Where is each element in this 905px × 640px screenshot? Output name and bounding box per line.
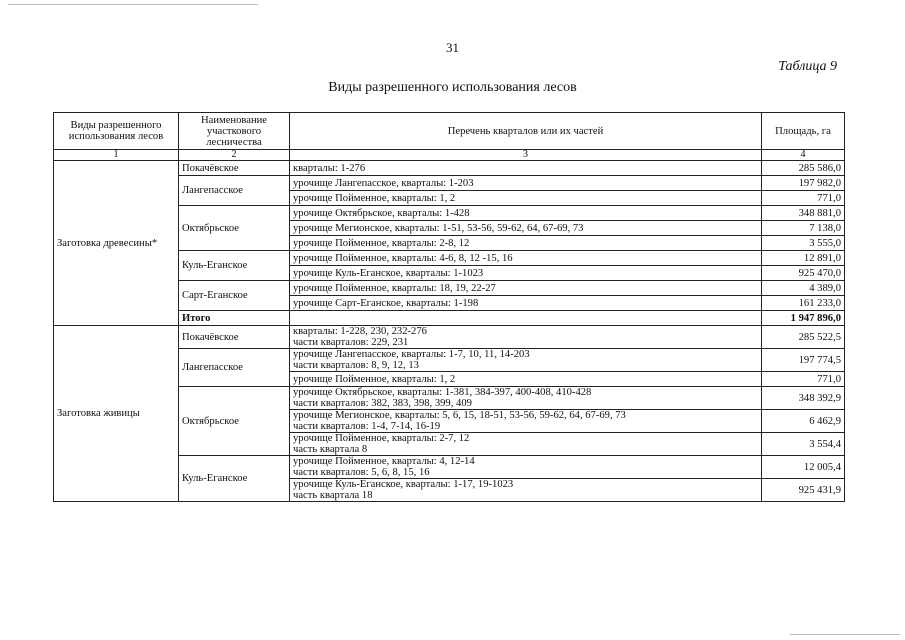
quarters-line: части кварталов: 382, 383, 398, 399, 409 (293, 398, 472, 409)
header-area: Площадь, га (762, 113, 845, 150)
quarters-cell (290, 176, 762, 191)
area-cell: 6 462,9 (762, 410, 845, 433)
quarters-line: урочище Куль-Еганское, кварталы: 1-1023 (293, 267, 484, 279)
quarters-cell (290, 479, 762, 502)
scan-mark-top-left (8, 4, 258, 5)
quarters-cell (290, 236, 762, 251)
quarters-line: урочище Пойменное, кварталы: 18, 19, 22-27 (293, 282, 496, 294)
quarters-line: части кварталов: 8, 9, 12, 13 (293, 360, 419, 371)
quarters-line: урочище Пойменное, кварталы: 4, 12-14 (293, 456, 475, 467)
forestry-cell: Покачёвское (179, 326, 290, 349)
forestry-cell: Сарт-Еганское (179, 281, 290, 311)
forestry-cell: Лангепасское (179, 176, 290, 206)
quarters-line: части кварталов: 5, 6, 8, 15, 16 (293, 467, 430, 478)
table-label: Таблица 9 (778, 59, 837, 74)
area-cell: 7 138,0 (762, 221, 845, 236)
header-forestry: Наименование участкового лесничества (179, 113, 290, 150)
area-cell: 3 554,4 (762, 433, 845, 456)
quarters-cell (290, 349, 762, 372)
total-label: Итого (179, 311, 290, 326)
quarters-cell (290, 372, 762, 387)
header-use-type: Виды разрешенного использования лесов (54, 113, 179, 150)
quarters-cell (290, 206, 762, 221)
column-number-row (54, 150, 845, 161)
header-quarters: Перечень кварталов или их частей (290, 113, 762, 150)
quarters-cell (290, 161, 762, 176)
forestry-cell: Куль-Еганское (179, 456, 290, 502)
quarters-line: урочище Мегионское, кварталы: 5, 6, 15, 18-51, 53-56, 59-62, 64, 67-69, 73 (293, 410, 626, 421)
quarters-cell (290, 221, 762, 236)
table-row (54, 161, 845, 176)
area-cell: 925 431,9 (762, 479, 845, 502)
quarters-cell (290, 266, 762, 281)
area-cell: 285 522,5 (762, 326, 845, 349)
page-number: 31 (446, 40, 459, 55)
quarters-cell (290, 251, 762, 266)
quarters-line: урочище Лангепасское, кварталы: 1-7, 10, 11, 14-203 (293, 349, 530, 360)
quarters-cell (290, 433, 762, 456)
area-cell: 348 392,9 (762, 387, 845, 410)
quarters-cell (290, 191, 762, 206)
total-empty (290, 311, 762, 326)
quarters-line: части кварталов: 1-4, 7-14, 16-19 (293, 421, 441, 432)
quarters-cell (290, 281, 762, 296)
forestry-cell: Лангепасское (179, 349, 290, 387)
table-body (54, 113, 845, 502)
quarters-line: урочище Пойменное, кварталы: 1, 2 (293, 192, 456, 204)
quarters-line: урочище Пойменное, кварталы: 1, 2 (293, 373, 456, 385)
forestry-cell: Октябрьское (179, 206, 290, 251)
use-type-cell: Заготовка живицы (54, 326, 179, 502)
quarters-line: урочище Октябрьское, кварталы: 1-381, 384-397, 400-408, 410-428 (293, 387, 592, 398)
quarters-cell (290, 410, 762, 433)
table-title: Виды разрешенного использования лесов (328, 80, 577, 95)
quarters-cell (290, 296, 762, 311)
use-type-cell: Заготовка древесины* (54, 161, 179, 326)
column-number: 4 (762, 150, 845, 161)
area-cell: 285 586,0 (762, 161, 845, 176)
quarters-line: часть квартала 18 (293, 490, 373, 501)
area-cell: 348 881,0 (762, 206, 845, 221)
column-number: 2 (179, 150, 290, 161)
quarters-cell (290, 456, 762, 479)
area-cell: 925 470,0 (762, 266, 845, 281)
quarters-cell (290, 326, 762, 349)
quarters-line: урочище Пойменное, кварталы: 4-6, 8, 12 -15, 16 (293, 252, 513, 264)
area-cell: 197 774,5 (762, 349, 845, 372)
forest-use-table (53, 112, 845, 502)
area-cell: 4 389,0 (762, 281, 845, 296)
area-cell: 161 233,0 (762, 296, 845, 311)
quarters-line: урочище Пойменное, кварталы: 2-7, 12 (293, 433, 470, 444)
forestry-cell: Куль-Еганское (179, 251, 290, 281)
quarters-line: части кварталов: 229, 231 (293, 337, 409, 348)
quarters-line: урочище Октябрьское, кварталы: 1-428 (293, 207, 470, 219)
quarters-line: урочище Сарт-Еганское, кварталы: 1-198 (293, 297, 479, 309)
column-number: 1 (54, 150, 179, 161)
table-row (54, 326, 845, 349)
quarters-line: кварталы: 1-276 (293, 162, 366, 174)
forestry-cell: Октябрьское (179, 387, 290, 456)
quarters-line: кварталы: 1-228, 230, 232-276 (293, 326, 427, 337)
quarters-line: часть квартала 8 (293, 444, 368, 455)
area-cell: 197 982,0 (762, 176, 845, 191)
quarters-cell (290, 387, 762, 410)
total-area: 1 947 896,0 (762, 311, 845, 326)
header-row (54, 113, 845, 150)
scan-mark-bottom-right (790, 634, 900, 635)
area-cell: 12 005,4 (762, 456, 845, 479)
forestry-cell: Покачёвское (179, 161, 290, 176)
column-number: 3 (290, 150, 762, 161)
area-cell: 771,0 (762, 191, 845, 206)
area-cell: 3 555,0 (762, 236, 845, 251)
area-cell: 12 891,0 (762, 251, 845, 266)
quarters-line: урочище Куль-Еганское, кварталы: 1-17, 19-1023 (293, 479, 514, 490)
quarters-line: урочище Мегионское, кварталы: 1-51, 53-56, 59-62, 64, 67-69, 73 (293, 222, 584, 234)
quarters-line: урочище Пойменное, кварталы: 2-8, 12 (293, 237, 470, 249)
quarters-line: урочище Лангепасское, кварталы: 1-203 (293, 177, 474, 189)
area-cell: 771,0 (762, 372, 845, 387)
